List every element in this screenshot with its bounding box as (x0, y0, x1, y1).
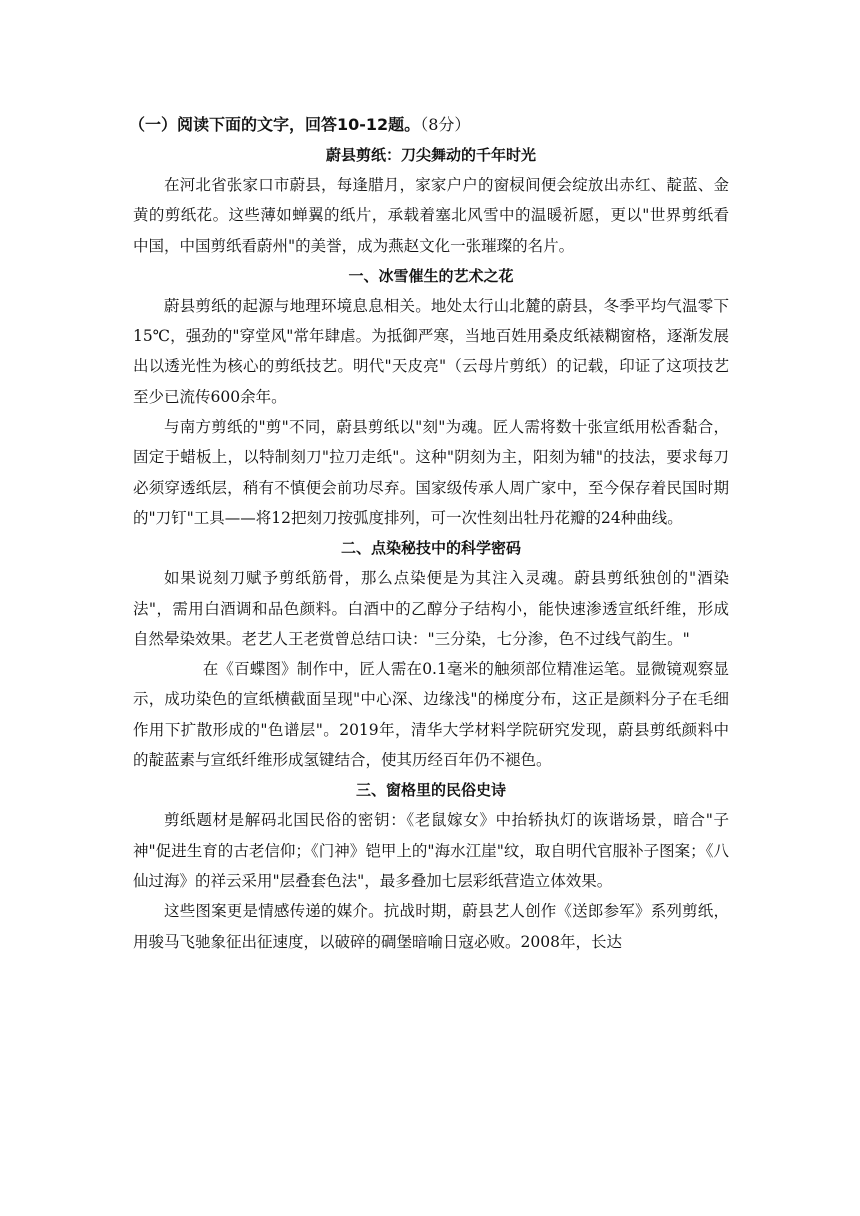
article-title: 蔚县剪纸：刀尖舞动的千年时光 (325, 146, 536, 164)
section-heading-3: 三、窗格里的民俗史诗 (355, 781, 506, 800)
section-2-paragraph-1: 如果说刻刀赋予剪纸筋骨，那么点染便是为其注入灵魂。蔚县剪纸独创的"酒染法"，需用白酒调和品色颜料。白酒中的乙醇分子结构小，能快速渗透宣纸纤维，形成自然晕染效果。老艺人王老赏曾总结口诀："三分染，七分渗，色不过线气韵生。" (133, 569, 729, 648)
section-1-paragraph-1: 蔚县剪纸的起源与地理环境息息相关。地处太行山北麓的蔚县，冬季平均气温零下15℃，强劲的"穿堂风"常年肆虐。为抵御严寒，当地百姓用桑皮纸裱糊窗格，逐渐发展出以透光性为核心的剪纸技艺。明代"天皮亮"（云母片剪纸）的记载，印证了这项技艺至少已流传600余年。 (133, 296, 729, 406)
section-heading-2: 二、点染秘技中的科学密码 (340, 539, 521, 558)
question-score: （8分） (420, 115, 471, 134)
section-1-paragraph-2: 与南方剪纸的"剪"不同，蔚县剪纸以"刻"为魂。匠人需将数十张宣纸用松香黏合，固定于蜡板上，以特制刻刀"拉刀走纸"。这种"阴刻为主，阳刻为辅"的技法，要求每刀必须穿透纸层，稍有不慎便会前功尽弃。国家级传承人周广家中，至今保存着民国时期的"刀钉"工具——将12把刻刀按弧度排列，可一次性刻出牡丹花瓣的24种曲线。 (133, 418, 729, 527)
section-3-paragraph-2: 这些图案更是情感传递的媒介。抗战时期，蔚县艺人创作《送郎参军》系列剪纸，用骏马飞驰象征出征速度，以破碎的碉堡暗喻日寇必败。2008年，长达 (133, 902, 729, 951)
section-2-paragraph-2: 在《百蝶图》制作中，匠人需在0.1毫米的触须部位精准运笔。显微镜观察显示，成功染色的宣纸横截面呈现"中心深、边缘浅"的梯度分布，这正是颜料分子在毛细作用下扩散形成的"色谱层"。2019年，清华大学材料学院研究发现，蔚县剪纸颜料中的靛蓝素与宣纸纤维形成氢键结合，使其历经百年仍不褪色。 (133, 660, 729, 770)
reading-passage (129, 110, 729, 957)
question-header (129, 110, 729, 140)
section-heading-1: 一、冰雪催生的艺术之花 (348, 266, 514, 285)
question-instruction: （一）阅读下面的文字，回答10-12题。 (129, 115, 421, 134)
intro-paragraph: 在河北省张家口市蔚县，每逢腊月，家家户户的窗棂间便会绽放出赤红、靛蓝、金黄的剪纸花。这些薄如蝉翼的纸片，承载着塞北风雪中的温暖祈愿，更以"世界剪纸看中国，中国剪纸看蔚州"的美誉，成为燕赵文化一张璀璨的名片。 (133, 176, 729, 255)
section-3-paragraph-1: 剪纸题材是解码北国民俗的密钥：《老鼠嫁女》中抬轿执灯的诙谐场景，暗合"子神"促进生育的古老信仰；《门神》铠甲上的"海水江崖"纹，取自明代官服补子图案；《八仙过海》的祥云采用"层叠套色法"，最多叠加七层彩纸营造立体效果。 (133, 811, 729, 890)
